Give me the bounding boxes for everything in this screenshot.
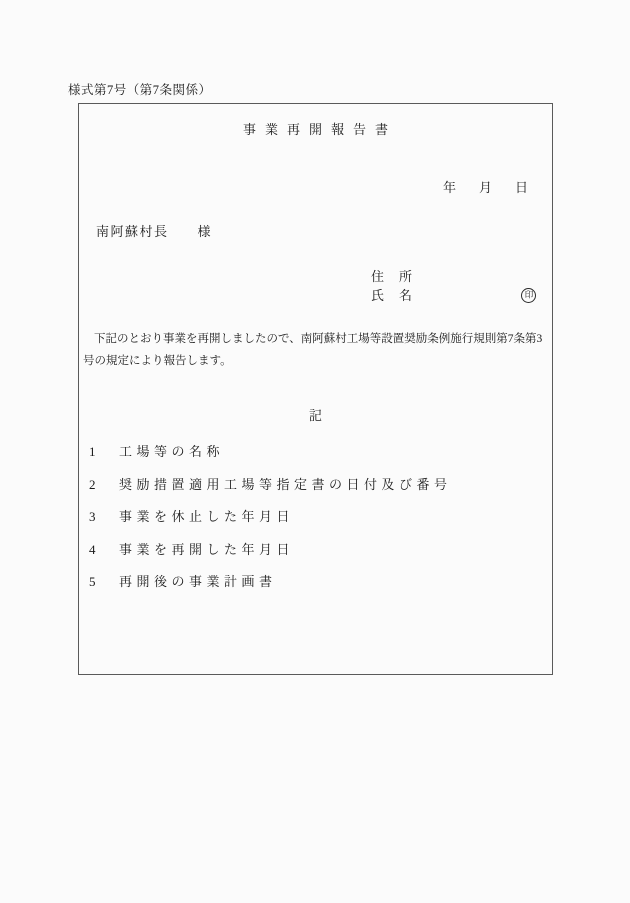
item-text: 奨励措置適用工場等指定書の日付及び番号	[119, 476, 452, 492]
addressee-line: 南阿蘇村長 様	[96, 224, 213, 239]
item-number: 4	[89, 541, 96, 557]
list-item	[89, 445, 548, 459]
item-number: 2	[89, 476, 96, 492]
item-text: 事業を再開した年月日	[119, 541, 295, 557]
item-number: 5	[89, 574, 96, 589]
form-number-label: 様式第7号（第7条関係）	[68, 83, 212, 97]
list-item	[89, 543, 548, 557]
body-line-1: 下記のとおり事業を再開しましたので、南阿蘇村工場等設置奨励条例施行規則第7条第3	[94, 333, 543, 345]
item-text: 再開後の事業計画書	[119, 574, 277, 589]
sender-name-row	[371, 286, 552, 305]
date-line: 年 月 日	[442, 180, 533, 195]
body-line-2: 号の規定により報告します。	[83, 355, 232, 367]
sender-address-row	[371, 267, 552, 286]
item-text: 事業を休止した年月日	[119, 509, 295, 524]
name-label: 氏 名	[371, 288, 414, 303]
list-item	[89, 575, 548, 589]
item-number: 1	[89, 444, 96, 459]
document-title: 事業再開報告書	[242, 122, 397, 137]
list-item	[89, 510, 548, 524]
address-label: 住 所	[371, 269, 414, 284]
sender-block	[371, 267, 552, 305]
seal-character: 印	[524, 290, 533, 300]
ki-section-heading: 記	[308, 408, 322, 423]
item-text: 工場等の名称	[119, 444, 225, 459]
item-number: 3	[89, 509, 96, 524]
item-list	[89, 445, 548, 608]
form-box	[78, 103, 553, 675]
body-paragraph	[83, 328, 551, 372]
list-item	[89, 478, 548, 492]
seal-mark	[521, 288, 536, 303]
